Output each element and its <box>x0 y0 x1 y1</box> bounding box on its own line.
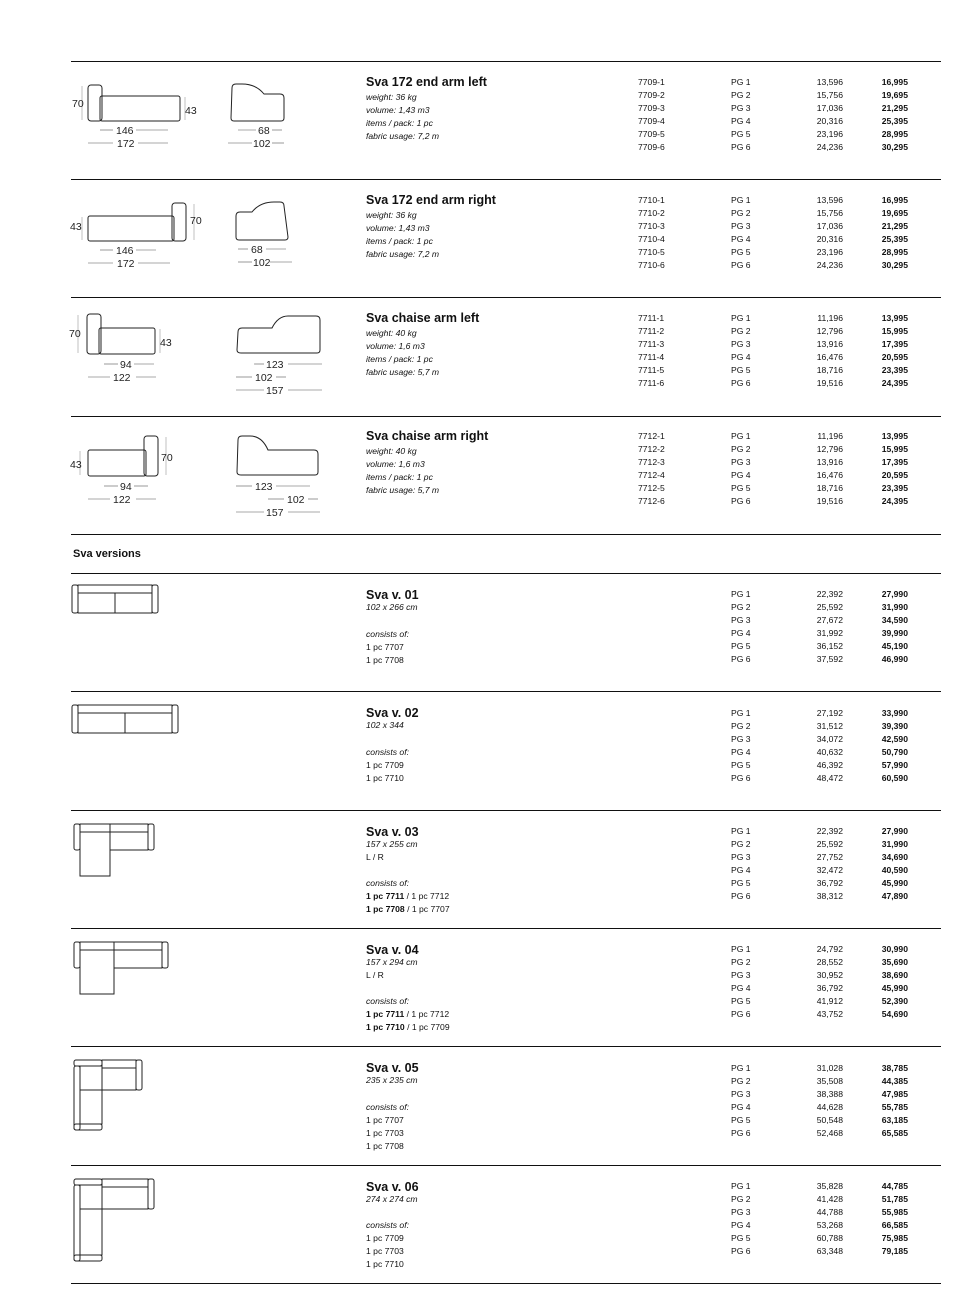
dim-d3: 157 <box>266 507 284 519</box>
dim-depth: 102 <box>253 257 271 269</box>
top-view-drawing <box>70 938 175 998</box>
version-size: 102 x 266 cm <box>366 602 418 612</box>
version-size: 102 x 344 <box>366 720 404 730</box>
price-groups: PG 1 PG 2 PG 3 PG 4 PG 5 PG 6 <box>731 195 751 270</box>
retail-prices: 44,785 51,785 55,985 66,585 75,985 79,185 <box>881 1181 908 1256</box>
dim-depth: 102 <box>253 138 271 150</box>
net-prices: 11,196 12,796 13,916 16,476 18,716 19,516 <box>816 431 843 506</box>
dim-height: 70 <box>161 452 173 464</box>
price-groups: PG 1 PG 2 PG 3 PG 4 PG 5 PG 6 <box>731 589 751 664</box>
retail-prices: 13,995 15,995 17,395 20,595 23,395 24,395 <box>881 431 908 506</box>
front-view-drawing <box>68 80 208 152</box>
divider <box>71 179 941 180</box>
divider <box>71 61 941 62</box>
net-prices: 24,792 28,552 30,952 36,792 41,912 43,752 <box>816 944 843 1019</box>
dim-inner: 146 <box>116 125 134 137</box>
divider <box>71 1165 941 1166</box>
divider <box>71 1283 941 1284</box>
version-title: Sva v. 02 <box>366 706 419 720</box>
front-view-drawing <box>68 434 178 520</box>
divider <box>71 691 941 692</box>
section-title: Sva versions <box>73 548 141 560</box>
left-right-option: L / R <box>366 852 384 862</box>
version-size: 274 x 274 cm <box>366 1194 418 1204</box>
price-groups: PG 1 PG 2 PG 3 PG 4 PG 5 PG 6 <box>731 1181 751 1256</box>
parts-list: 1 pc 7711 / 1 pc 7712 1 pc 7708 / 1 pc 7707 <box>366 891 450 914</box>
article-codes: 7712-1 7712-2 7712-3 7712-4 7712-5 7712-6 <box>638 431 665 506</box>
consists-of-label: consists of: <box>366 629 409 639</box>
module-title: Sva chaise arm right <box>366 429 489 443</box>
divider <box>71 1046 941 1047</box>
parts-list: 1 pc 7711 / 1 pc 7712 1 pc 7710 / 1 pc 7709 <box>366 1009 450 1032</box>
net-prices: 22,392 25,592 27,672 31,992 36,152 37,592 <box>816 589 843 664</box>
consists-of-label: consists of: <box>366 1220 409 1230</box>
retail-prices: 13,995 15,995 17,395 20,595 23,395 24,395 <box>881 313 908 388</box>
price-groups: PG 1 PG 2 PG 3 PG 4 PG 5 PG 6 <box>731 77 751 152</box>
version-size: 235 x 235 cm <box>366 1075 418 1085</box>
consists-of-label: consists of: <box>366 878 409 888</box>
retail-prices: 33,990 39,390 42,590 50,790 57,990 60,590 <box>881 708 908 783</box>
retail-prices: 16,995 19,695 21,295 25,395 28,995 30,295 <box>881 77 908 152</box>
module-details: weight: 36 kg volume: 1,43 m3 items / pack: 1 pc fabric usage: 7,2 m <box>366 210 440 259</box>
net-prices: 31,028 35,508 38,388 44,628 50,548 52,468 <box>816 1063 843 1138</box>
consists-of-label: consists of: <box>366 996 409 1006</box>
net-prices: 27,192 31,512 34,072 40,632 46,392 48,472 <box>816 708 843 783</box>
divider <box>71 416 941 417</box>
version-title: Sva v. 04 <box>366 943 419 957</box>
dim-inner: 146 <box>116 245 134 257</box>
dim-seat: 43 <box>70 459 82 471</box>
top-view-drawing <box>70 583 165 619</box>
dim-width: 122 <box>113 372 131 384</box>
divider <box>71 297 941 298</box>
dim-seat: 43 <box>160 337 172 349</box>
price-groups: PG 1 PG 2 PG 3 PG 4 PG 5 PG 6 <box>731 1063 751 1138</box>
version-size: 157 x 255 cm <box>366 839 418 849</box>
parts-list: 1 pc 7707 1 pc 7703 1 pc 7708 <box>366 1115 404 1151</box>
dim-height: 70 <box>190 215 202 227</box>
dim-depth-inner: 68 <box>251 244 263 256</box>
module-title: Sva 172 end arm right <box>366 193 496 207</box>
consists-of-label: consists of: <box>366 747 409 757</box>
module-details: weight: 36 kg volume: 1,43 m3 items / pack: 1 pc fabric usage: 7,2 m <box>366 92 440 141</box>
front-view-drawing <box>68 200 208 272</box>
price-groups: PG 1 PG 2 PG 3 PG 4 PG 5 PG 6 <box>731 313 751 388</box>
version-size: 157 x 294 cm <box>366 957 418 967</box>
dim-height: 70 <box>72 98 84 110</box>
dim-d3: 157 <box>266 385 284 397</box>
dim-inner: 94 <box>120 481 132 493</box>
retail-prices: 16,995 19,695 21,295 25,395 28,995 30,295 <box>881 195 908 270</box>
divider <box>71 928 941 929</box>
retail-prices: 38,785 44,385 47,985 55,785 63,185 65,585 <box>881 1063 908 1138</box>
side-view-drawing <box>232 434 332 524</box>
dim-width: 172 <box>117 138 135 150</box>
left-right-option: L / R <box>366 970 384 980</box>
front-view-drawing <box>68 312 178 398</box>
dim-d2: 102 <box>287 494 305 506</box>
retail-prices: 27,990 31,990 34,590 39,990 45,190 46,990 <box>881 589 908 664</box>
price-groups: PG 1 PG 2 PG 3 PG 4 PG 5 PG 6 <box>731 944 751 1019</box>
module-title: Sva 172 end arm left <box>366 75 487 89</box>
module-details: weight: 40 kg volume: 1,6 m3 items / pack: 1 pc fabric usage: 5,7 m <box>366 446 440 495</box>
side-view-drawing <box>228 80 298 152</box>
net-prices: 11,196 12,796 13,916 16,476 18,716 19,516 <box>816 313 843 388</box>
retail-prices: 30,990 35,690 38,690 45,990 52,390 54,690 <box>881 944 908 1019</box>
top-view-drawing <box>70 820 160 880</box>
dim-seat: 43 <box>185 105 197 117</box>
dim-width: 122 <box>113 494 131 506</box>
divider <box>71 573 941 574</box>
side-view-drawing <box>232 312 332 402</box>
price-groups: PG 1 PG 2 PG 3 PG 4 PG 5 PG 6 <box>731 826 751 901</box>
parts-list: 1 pc 7707 1 pc 7708 <box>366 642 404 665</box>
consists-of-label: consists of: <box>366 1102 409 1112</box>
version-title: Sva v. 06 <box>366 1180 419 1194</box>
dim-d1: 123 <box>266 359 284 371</box>
divider <box>71 810 941 811</box>
price-groups: PG 1 PG 2 PG 3 PG 4 PG 5 PG 6 <box>731 708 751 783</box>
top-view-drawing <box>70 1175 165 1270</box>
dim-inner: 94 <box>120 359 132 371</box>
dim-seat: 43 <box>70 221 82 233</box>
dim-height: 70 <box>69 328 81 340</box>
net-prices: 22,392 25,592 27,752 32,472 36,792 38,312 <box>816 826 843 901</box>
parts-list: 1 pc 7709 1 pc 7710 <box>366 760 404 783</box>
divider <box>71 534 941 535</box>
dim-d2: 102 <box>255 372 273 384</box>
module-title: Sva chaise arm left <box>366 311 480 325</box>
article-codes: 7711-1 7711-2 7711-3 7711-4 7711-5 7711-6 <box>638 313 665 388</box>
version-title: Sva v. 03 <box>366 825 419 839</box>
retail-prices: 27,990 31,990 34,690 40,590 45,990 47,890 <box>881 826 908 901</box>
parts-list: 1 pc 7709 1 pc 7703 1 pc 7710 <box>366 1233 404 1269</box>
version-title: Sva v. 05 <box>366 1061 419 1075</box>
dim-width: 172 <box>117 258 135 270</box>
price-groups: PG 1 PG 2 PG 3 PG 4 PG 5 PG 6 <box>731 431 751 506</box>
top-view-drawing <box>70 703 185 739</box>
dim-depth-inner: 68 <box>258 125 270 137</box>
top-view-drawing <box>70 1056 150 1136</box>
net-prices: 35,828 41,428 44,788 53,268 60,788 63,348 <box>816 1181 843 1256</box>
dim-d1: 123 <box>255 481 273 493</box>
net-prices: 13,596 15,756 17,036 20,316 23,196 24,236 <box>816 77 843 152</box>
module-details: weight: 40 kg volume: 1,6 m3 items / pack: 1 pc fabric usage: 5,7 m <box>366 328 440 377</box>
version-title: Sva v. 01 <box>366 588 419 602</box>
net-prices: 13,596 15,756 17,036 20,316 23,196 24,236 <box>816 195 843 270</box>
side-view-drawing <box>232 200 302 272</box>
article-codes: 7709-1 7709-2 7709-3 7709-4 7709-5 7709-6 <box>638 77 665 152</box>
article-codes: 7710-1 7710-2 7710-3 7710-4 7710-5 7710-6 <box>638 195 665 270</box>
